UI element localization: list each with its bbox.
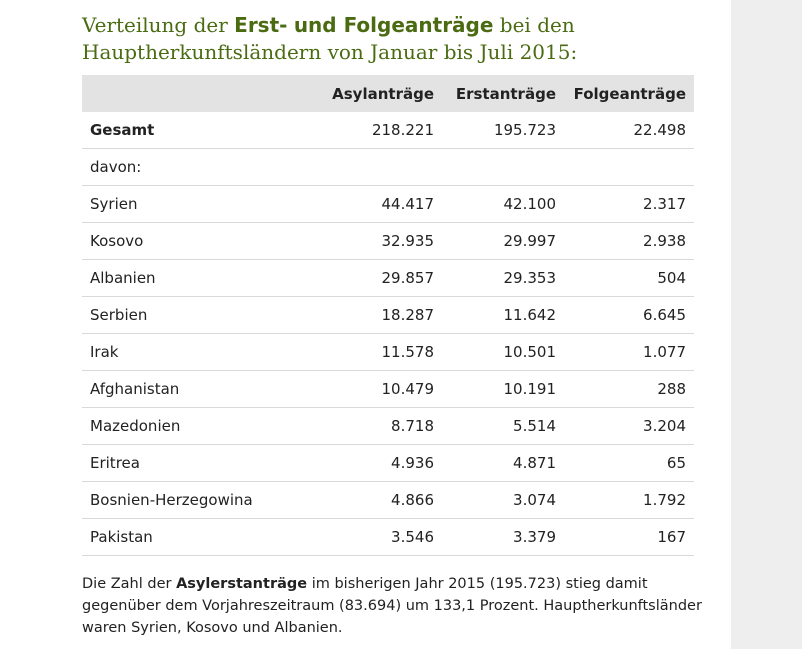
cell-erstantraege: 10.501 — [442, 334, 564, 371]
row-label: Kosovo — [82, 223, 312, 260]
table-title — [82, 12, 694, 66]
cell-asylantraege: 44.417 — [312, 186, 442, 223]
row-label: Pakistan — [82, 519, 312, 556]
table-row-total — [82, 112, 694, 149]
cell-folgeantraege: 2.317 — [564, 186, 694, 223]
summary-paragraph — [82, 573, 702, 639]
cell-erstantraege: 3.074 — [442, 482, 564, 519]
article-content — [82, 12, 702, 654]
table-row — [82, 445, 694, 482]
cell-erstantraege: 3.379 — [442, 519, 564, 556]
row-label: Albanien — [82, 260, 312, 297]
table-row — [82, 186, 694, 223]
row-label: Irak — [82, 334, 312, 371]
cell-folgeantraege: 6.645 — [564, 297, 694, 334]
cell-erstantraege: 5.514 — [442, 408, 564, 445]
row-label: Syrien — [82, 186, 312, 223]
cell-asylantraege: 11.578 — [312, 334, 442, 371]
cell-erstantraege: 29.997 — [442, 223, 564, 260]
cell-asylantraege: 218.221 — [312, 112, 442, 149]
cell-erstantraege: 4.871 — [442, 445, 564, 482]
cell-asylantraege: 3.546 — [312, 519, 442, 556]
cell-folgeantraege: 2.938 — [564, 223, 694, 260]
cell-asylantraege: 8.718 — [312, 408, 442, 445]
row-label: Serbien — [82, 297, 312, 334]
cell-asylantraege: 18.287 — [312, 297, 442, 334]
table-row — [82, 519, 694, 556]
cell-asylantraege: 4.866 — [312, 482, 442, 519]
cell-asylantraege: 10.479 — [312, 371, 442, 408]
table-header-row — [82, 75, 694, 112]
cell-folgeantraege: 288 — [564, 371, 694, 408]
cell-erstantraege: 10.191 — [442, 371, 564, 408]
row-label: Gesamt — [82, 112, 312, 149]
row-label: Mazedonien — [82, 408, 312, 445]
table-row-subheading — [82, 149, 694, 186]
header-country — [82, 75, 312, 112]
cell-erstantraege: 11.642 — [442, 297, 564, 334]
header-erstantraege: Erstanträge — [442, 75, 564, 112]
cell-folgeantraege: 65 — [564, 445, 694, 482]
cell-asylantraege: 32.935 — [312, 223, 442, 260]
right-sidebar-panel — [731, 0, 802, 649]
title-bold-erst: Erst- — [234, 13, 288, 37]
table-row — [82, 260, 694, 297]
row-label: Afghanistan — [82, 371, 312, 408]
title-text-3: bei den Hauptherkunftsländern von Januar bis Juli 2015: — [82, 13, 578, 64]
header-folgeantraege: Folgeanträge — [564, 75, 694, 112]
cell-folgeantraege: 167 — [564, 519, 694, 556]
table-row — [82, 408, 694, 445]
cell-folgeantraege: 1.077 — [564, 334, 694, 371]
cell-erstantraege: 42.100 — [442, 186, 564, 223]
row-label: Bosnien-Herzegowina — [82, 482, 312, 519]
row-label: Eritrea — [82, 445, 312, 482]
cell-erstantraege: 195.723 — [442, 112, 564, 149]
header-asylantraege: Asylanträge — [312, 75, 442, 112]
cell-asylantraege: 4.936 — [312, 445, 442, 482]
title-text-1: Verteilung der — [82, 13, 235, 37]
asylum-applications-table — [82, 75, 694, 556]
cell-asylantraege: 29.857 — [312, 260, 442, 297]
cell-erstantraege: 29.353 — [442, 260, 564, 297]
table-row — [82, 297, 694, 334]
subheading-label: davon: — [82, 149, 312, 186]
table-row — [82, 334, 694, 371]
table-row — [82, 223, 694, 260]
footnote-bold: Asylerstanträge — [176, 576, 308, 592]
footnote-text-1: Die Zahl der — [82, 576, 177, 592]
cell-folgeantraege: 3.204 — [564, 408, 694, 445]
cell-folgeantraege: 1.792 — [564, 482, 694, 519]
footnote-text-2: im bisherigen Jahr 2015 (195.723) stieg damit gegenüber dem Vorjahreszeitraum (83.694) um 133,1 Prozent. Hauptherkunftsländer waren Syrien, Kosovo und Albanien. — [82, 576, 702, 636]
table-row — [82, 371, 694, 408]
table-row — [82, 482, 694, 519]
cell-folgeantraege: 504 — [564, 260, 694, 297]
title-bold-folge: und Folgeanträge — [293, 13, 494, 37]
cell-folgeantraege: 22.498 — [564, 112, 694, 149]
